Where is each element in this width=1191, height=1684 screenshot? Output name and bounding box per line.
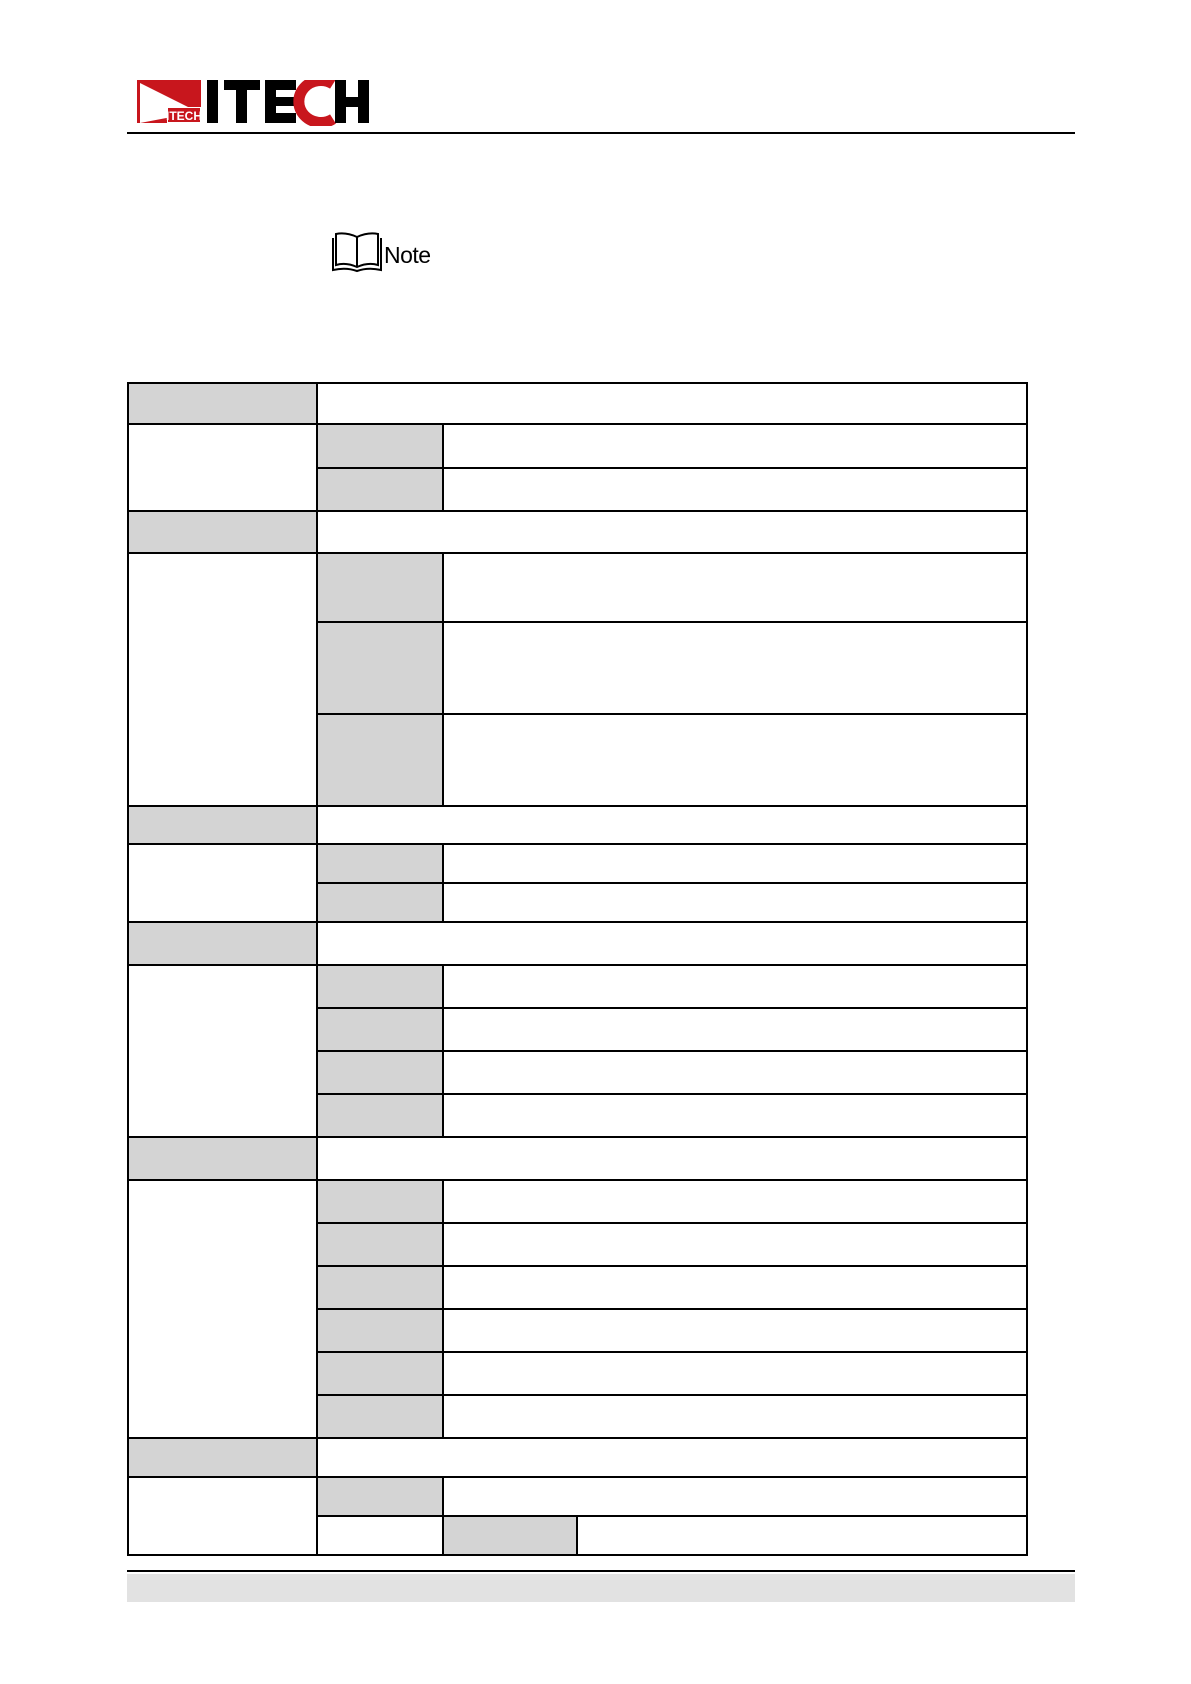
sub-label-cell	[317, 883, 443, 922]
sub-label-cell	[317, 1266, 443, 1309]
section-header-cell	[128, 922, 317, 965]
sub-label-cell	[317, 1352, 443, 1395]
sub-label-cell	[317, 714, 443, 806]
sub-label-cell	[317, 1309, 443, 1352]
parameter-table	[127, 382, 1028, 1556]
sub-label-cell	[317, 844, 443, 883]
open-book-icon	[332, 231, 382, 273]
sub-label-cell	[317, 1094, 443, 1137]
section-header-cell	[128, 1137, 317, 1180]
sub-label-cell	[317, 1395, 443, 1438]
sub-label-cell	[317, 553, 443, 622]
sub-label-cell	[317, 622, 443, 714]
sub-label-cell	[317, 1477, 443, 1516]
section-header-cell	[128, 511, 317, 553]
table-border	[128, 383, 1027, 1555]
logo-badge-text: ITECH	[166, 109, 202, 123]
note-label: Note	[384, 242, 431, 268]
footer-rule	[127, 1570, 1075, 1572]
section-header-cell	[128, 383, 317, 424]
note-callout	[332, 231, 431, 273]
footer-band	[127, 1574, 1075, 1602]
sub-label-cell	[317, 424, 443, 468]
section-header-cell	[128, 1438, 317, 1477]
itech-logo	[137, 80, 369, 126]
sub-label-cell	[317, 1223, 443, 1266]
sub-label-cell	[317, 1008, 443, 1051]
parameter-table-grid	[127, 382, 1028, 1556]
section-header-cell	[128, 806, 317, 844]
sub-label-cell	[317, 1051, 443, 1094]
nested-label-cell	[443, 1516, 577, 1555]
sub-label-cell	[317, 965, 443, 1008]
itech-logo-graphic	[137, 80, 369, 126]
sub-label-cell	[317, 1180, 443, 1223]
header-rule	[127, 132, 1075, 134]
sub-label-cell	[317, 468, 443, 511]
